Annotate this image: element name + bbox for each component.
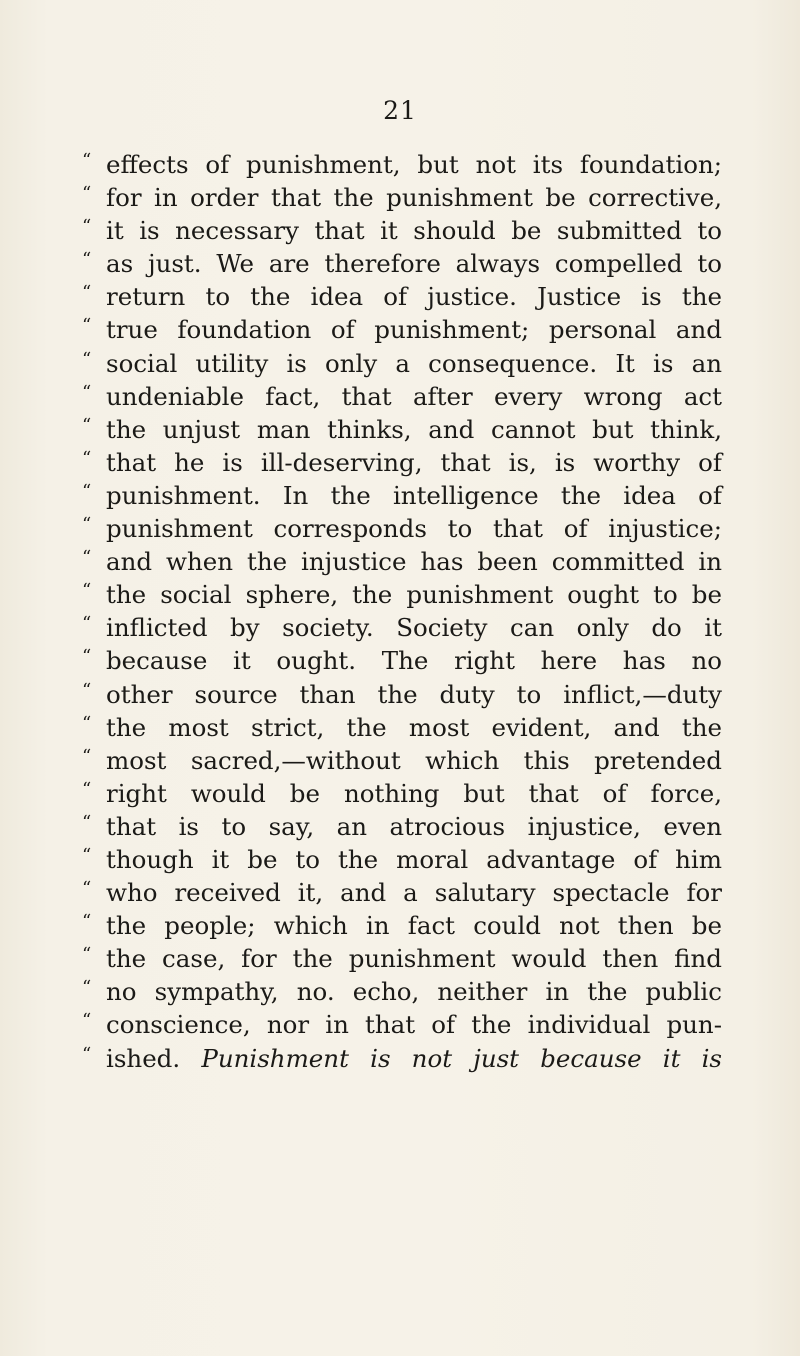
- text-segment: no sympathy, no. echo, neither in the public: [106, 977, 722, 1007]
- text-segment: that he is ill-deserving, that is, is worthy of: [106, 447, 722, 477]
- quotation-mark: “: [82, 679, 92, 701]
- text-line: [82, 380, 722, 413]
- text-segment: effects of punishment, but not its foundation;: [106, 150, 722, 179]
- quotation-mark: “: [82, 282, 92, 304]
- body-text: [82, 148, 722, 1075]
- quotation-mark: “: [82, 1010, 92, 1032]
- text-line: [82, 247, 722, 280]
- text-segment: the case, for the punishment would then find: [106, 944, 722, 974]
- quotation-mark: “: [82, 216, 92, 238]
- text-line: [82, 777, 722, 810]
- text-line: [82, 942, 722, 975]
- text-segment: other source than the duty to inflict,—duty: [106, 679, 722, 709]
- text-segment: true foundation of punishment; personal and: [106, 315, 722, 345]
- quotation-mark: “: [82, 514, 92, 536]
- text-segment: right would be nothing but that of force,: [106, 778, 722, 808]
- quotation-mark: “: [82, 911, 92, 933]
- text-segment: though it be to the moral advantage of him: [106, 844, 722, 874]
- text-line: [82, 280, 722, 313]
- text-line: [82, 446, 722, 479]
- text-line: [82, 644, 722, 677]
- text-segment: as just. We are therefore always compelled to: [106, 249, 722, 279]
- quotation-mark: “: [82, 183, 92, 205]
- quotation-mark: “: [82, 844, 92, 866]
- text-segment: because it ought. The right here has no: [106, 646, 722, 676]
- text-line: [82, 578, 722, 611]
- quotation-mark: “: [82, 580, 92, 602]
- quotation-mark: “: [82, 150, 92, 171]
- text-segment: it is necessary that it should be submitted to: [106, 216, 722, 246]
- text-line: [82, 909, 722, 942]
- quotation-mark: “: [82, 447, 92, 469]
- quotation-mark: “: [82, 977, 92, 999]
- quotation-mark: “: [82, 381, 92, 403]
- text-segment: who received it, and a salutary spectacle for: [106, 878, 722, 908]
- text-line: [82, 413, 722, 446]
- quotation-mark: “: [82, 249, 92, 271]
- text-line: [82, 843, 722, 876]
- text-segment: ished.: [106, 1043, 202, 1073]
- text-line: [82, 1008, 722, 1041]
- quotation-mark: “: [82, 348, 92, 370]
- quotation-mark: “: [82, 1043, 92, 1065]
- quotation-mark: “: [82, 480, 92, 502]
- italic-text-segment: Punishment is not just because it is: [201, 1043, 723, 1073]
- text-segment: that is to say, an atrocious injustice, even: [106, 811, 722, 841]
- text-segment: the unjust man thinks, and cannot but think,: [106, 414, 722, 444]
- text-line: [82, 876, 722, 909]
- text-segment: conscience, nor in that of the individual pun-: [106, 1010, 722, 1040]
- text-segment: most sacred,—without which this pretended: [106, 745, 722, 775]
- quotation-mark: “: [82, 878, 92, 900]
- quotation-mark: “: [82, 315, 92, 337]
- text-line: [82, 611, 722, 644]
- text-segment: return to the idea of justice. Justice is the: [106, 282, 722, 312]
- text-line: [82, 975, 722, 1008]
- quotation-mark: “: [82, 712, 92, 734]
- text-segment: inflicted by society. Society can only do it: [106, 613, 722, 643]
- text-segment: the people; which in fact could not then be: [106, 911, 722, 941]
- text-line: [82, 711, 722, 744]
- text-line: [82, 181, 722, 214]
- text-line: [82, 678, 722, 711]
- text-line: [82, 347, 722, 380]
- text-segment: punishment corresponds to that of injustice;: [106, 514, 722, 544]
- text-line: [82, 214, 722, 247]
- text-line: [82, 810, 722, 843]
- quotation-mark: “: [82, 414, 92, 436]
- text-line: [82, 744, 722, 777]
- text-segment: for in order that the punishment be corrective,: [106, 183, 722, 213]
- text-segment: social utility is only a consequence. It is an: [106, 348, 722, 378]
- text-line: [82, 512, 722, 545]
- quotation-mark: “: [82, 944, 92, 966]
- text-line: [82, 479, 722, 512]
- text-line: [82, 545, 722, 578]
- quotation-mark: “: [82, 778, 92, 800]
- text-segment: and when the injustice has been committed in: [106, 547, 722, 577]
- text-line: [82, 148, 722, 181]
- text-segment: punishment. In the intelligence the idea of: [106, 480, 722, 510]
- quotation-mark: “: [82, 811, 92, 833]
- text-segment: the social sphere, the punishment ought to be: [106, 580, 722, 610]
- quotation-mark: “: [82, 646, 92, 668]
- quotation-mark: “: [82, 745, 92, 767]
- quotation-mark: “: [82, 613, 92, 635]
- text-line: [82, 313, 722, 346]
- page-number: 21: [383, 96, 417, 125]
- quotation-mark: “: [82, 547, 92, 569]
- text-segment: the most strict, the most evident, and the: [106, 712, 722, 742]
- text-line: [82, 1042, 722, 1075]
- text-segment: undeniable fact, that after every wrong act: [106, 381, 722, 411]
